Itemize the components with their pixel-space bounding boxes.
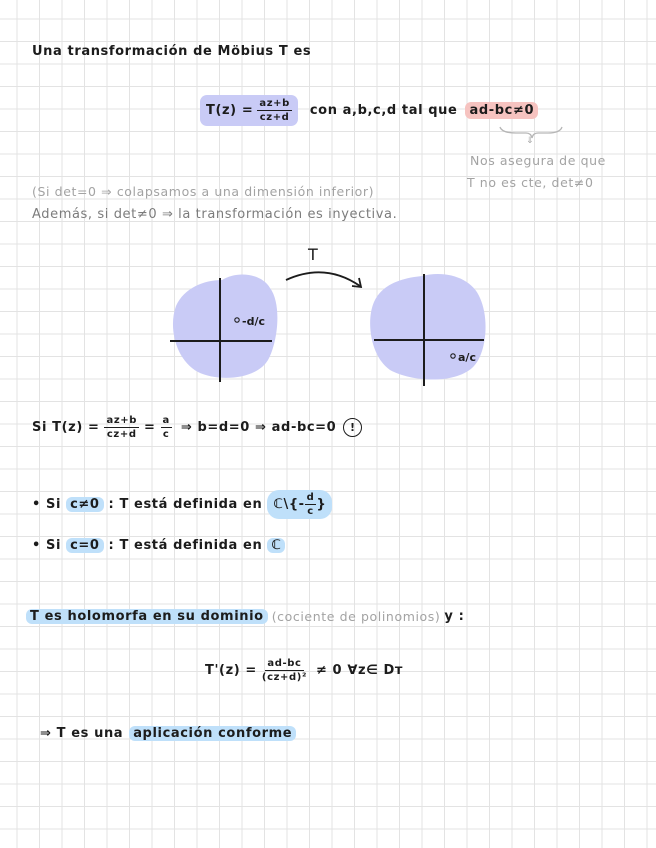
bullet2-prefix: • Si xyxy=(32,538,62,553)
constant-case-ratio-numerator: a xyxy=(162,415,170,426)
bullet2-middle: : T está definida en xyxy=(108,538,263,553)
bullet-c-zero xyxy=(32,538,285,553)
holomorphic-line xyxy=(26,609,464,624)
definition-lhs: T(z) = xyxy=(206,103,254,118)
map-arrow xyxy=(286,272,360,286)
holomorphic-highlight: T es holomorfa en su dominio xyxy=(26,609,268,624)
conclusion-prefix: ⇒ T es una xyxy=(40,726,124,741)
derivative-denominator: (cz+d)² xyxy=(261,672,307,683)
definition-formula xyxy=(200,95,298,126)
constant-case-prefix: Si T(z) = xyxy=(32,420,100,435)
intro-line xyxy=(32,44,311,59)
side-note-line-2: T no es cte, det≠0 xyxy=(467,175,594,190)
conclusion-highlight: aplicación conforme xyxy=(129,726,296,741)
left-pole-label: -d/c xyxy=(242,315,265,328)
mapping-diagram xyxy=(160,240,500,395)
definition-denominator: cz+d xyxy=(259,112,290,123)
bullet1-condition: c≠0 xyxy=(66,497,103,512)
injective-remark: Además, si det≠0 ⇒ la transformación es inyectiva. xyxy=(32,207,398,222)
derivative-numerator: ad-bc xyxy=(267,658,302,669)
constant-case-line xyxy=(32,415,362,440)
bullet2-condition: c=0 xyxy=(66,538,103,553)
bullet2-domain-set: ℂ xyxy=(267,538,285,553)
constant-case-ratio xyxy=(161,415,172,440)
bullet1-set-prefix: ℂ\{- xyxy=(273,497,305,512)
condition-prefix: con a,b,c,d tal que xyxy=(309,103,458,118)
derivative-nonzero: ≠ 0 ∀z∈ Dᴛ xyxy=(315,663,404,678)
mobius-definition xyxy=(200,95,538,126)
constant-case-ratio-denominator: c xyxy=(162,429,170,440)
constant-case-fraction xyxy=(104,415,139,440)
derivative-lhs: T'(z) = xyxy=(205,663,257,678)
conclusion-line xyxy=(40,726,296,741)
bullet1-set-fraction xyxy=(305,492,317,517)
constant-case-conclusion: ⇒ b=d=0 ⇒ ad-bc=0 xyxy=(180,420,337,435)
bullet-c-nonzero xyxy=(32,490,332,519)
right-image-label: a/c xyxy=(458,351,476,364)
derivative-fraction xyxy=(262,658,307,683)
bullet1-middle: : T está definida en xyxy=(108,497,263,512)
side-note-line-1: Nos asegura de que xyxy=(470,153,606,168)
bullet1-set-denominator: c xyxy=(307,506,314,517)
bullet1-set-suffix: } xyxy=(316,497,327,512)
holomorphic-gray-note: (cociente de polinomios) xyxy=(271,609,441,624)
bullet1-prefix: • Si xyxy=(32,497,62,512)
definition-fraction xyxy=(257,98,292,123)
constant-case-equals: = xyxy=(144,420,156,435)
brace-arrow: ⇓ xyxy=(526,136,534,146)
degenerate-remark: (Si det=0 ⇒ colapsamos a una dimensión inferior) xyxy=(32,184,375,199)
derivative-formula xyxy=(205,658,403,683)
map-label: T xyxy=(308,245,318,264)
bullet1-set-numerator: d xyxy=(306,492,315,503)
definition-numerator: az+b xyxy=(259,98,290,109)
bullet1-domain-set xyxy=(267,490,332,519)
holomorphic-suffix: y : xyxy=(444,609,465,624)
intro-text: Una transformación de Möbius T es xyxy=(32,44,312,59)
constant-case-denominator: cz+d xyxy=(106,429,137,440)
warning-circle: ! xyxy=(343,418,362,437)
constant-case-numerator: az+b xyxy=(106,415,137,426)
condition-highlight: ad-bc≠0 xyxy=(465,102,538,119)
